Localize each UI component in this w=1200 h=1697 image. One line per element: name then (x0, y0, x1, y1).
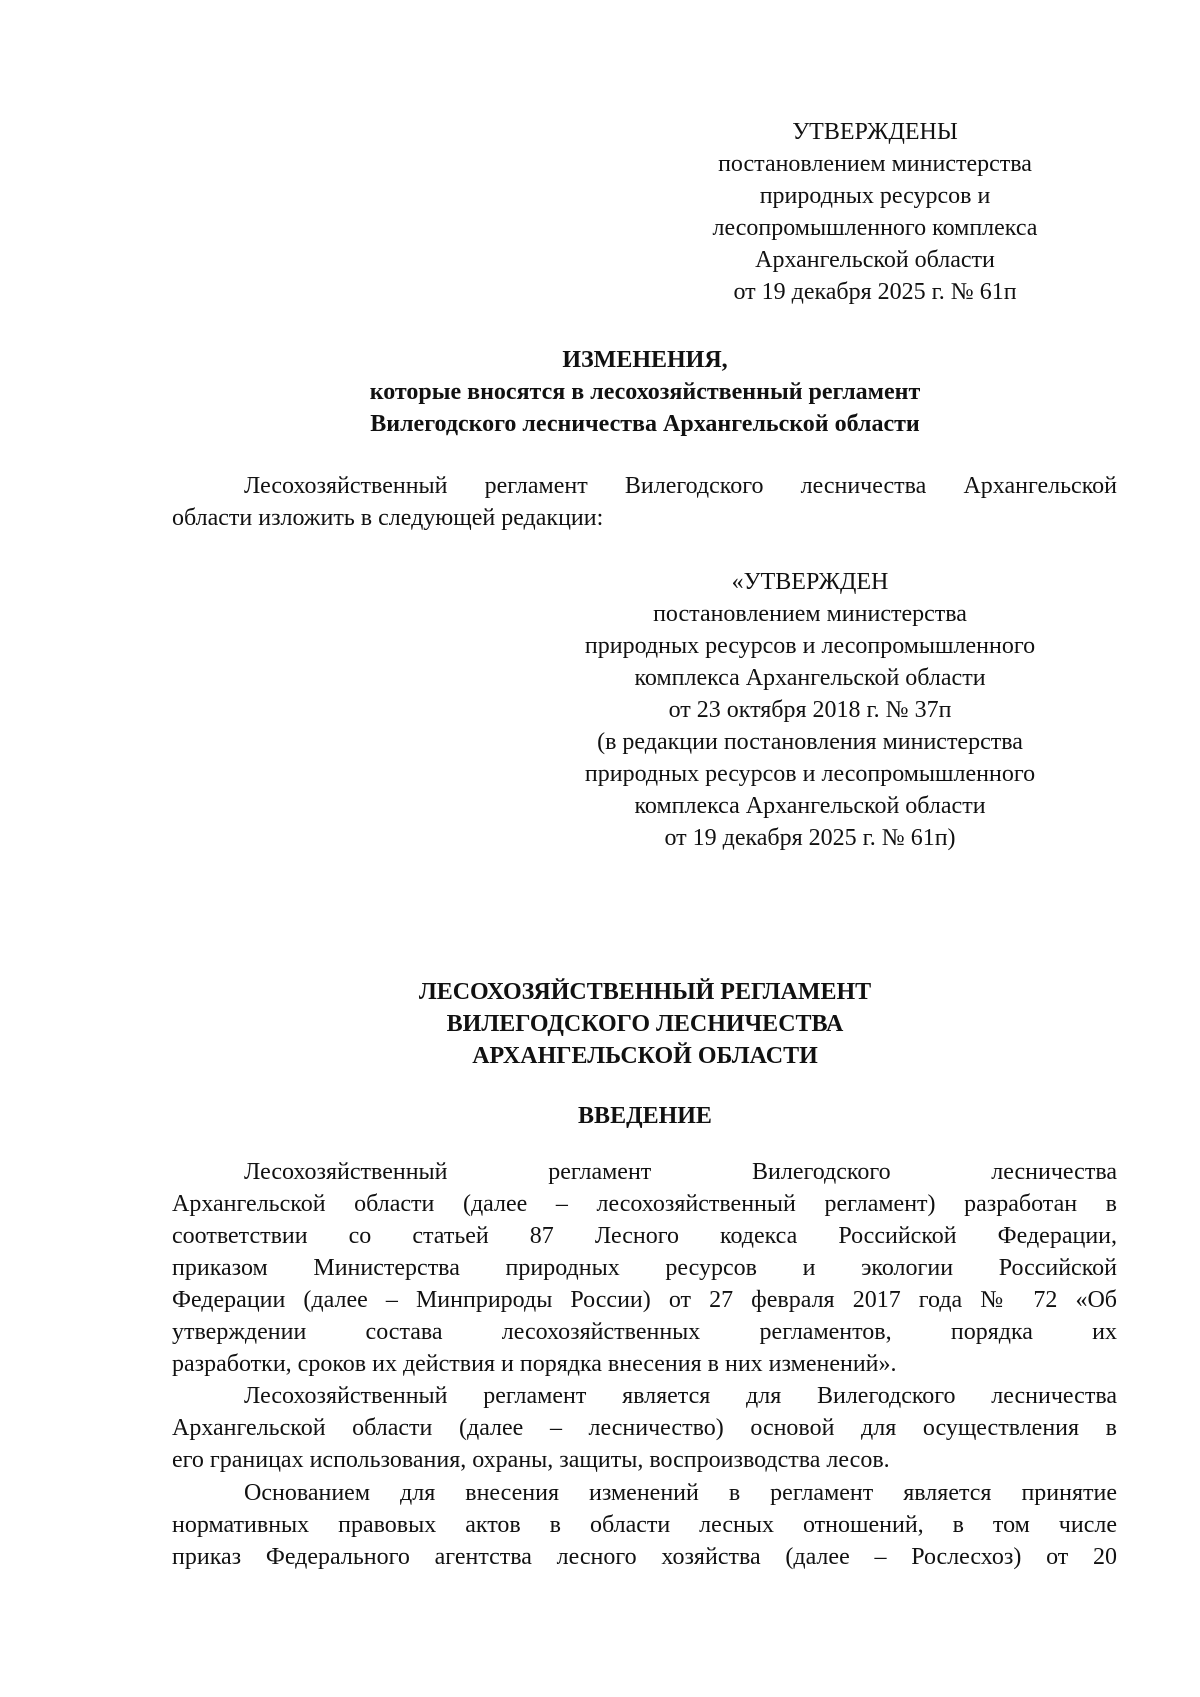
title-line: которые вносятся в лесохозяйственный регламент (369, 379, 921, 405)
paragraph-line: разработки, сроков их действия и порядка внесения в них изменений». (172, 1351, 897, 1377)
paragraph-line: Архангельской области (далее – лесничество) основой для осуществления в (172, 1415, 1117, 1441)
approval-stamp-inner (530, 566, 1090, 854)
approval-line: УТВЕРЖДЕНЫ (792, 119, 958, 145)
approval-line: постановлением министерства (718, 151, 1032, 177)
approval-stamp-top (630, 116, 1120, 308)
approval-line: лесопромышленного комплекса (712, 215, 1038, 241)
paragraph-line: нормативных правовых актов в области лесных отношений, в том числе (172, 1512, 1117, 1538)
approval-line: (в редакции постановления министерства (597, 729, 1023, 755)
title-line: ВИЛЕГОДСКОГО ЛЕСНИЧЕСТВА (446, 1011, 844, 1037)
paragraph-line: утверждении состава лесохозяйственных регламентов, порядка их (172, 1319, 1117, 1345)
approval-line: от 23 октября 2018 г. № 37п (668, 697, 952, 723)
approval-line: комплекса Архангельской области (634, 793, 986, 819)
paragraph-line: приказом Министерства природных ресурсов и экологии Российской (172, 1255, 1117, 1281)
approval-line: постановлением министерства (653, 601, 967, 627)
changes-title (170, 344, 1120, 440)
approval-line: комплекса Архангельской области (634, 665, 986, 691)
approval-line: природных ресурсов и (759, 183, 991, 209)
intro-heading (170, 1100, 1120, 1132)
paragraph-3 (172, 1477, 1117, 1573)
intro-paragraph (172, 470, 1117, 534)
paragraph-line: Архангельской области (далее – лесохозяйственный регламент) разработан в (172, 1191, 1117, 1217)
approval-line: «УТВЕРЖДЕН (731, 569, 889, 595)
paragraph-line: приказ Федерального агентства лесного хозяйства (далее – Рослесхоз) от 20 (172, 1544, 1117, 1570)
section-heading: ВВЕДЕНИЕ (578, 1103, 712, 1129)
approval-line: природных ресурсов и лесопромышленного (584, 761, 1036, 787)
title-line: ЛЕСОХОЗЯЙСТВЕННЫЙ РЕГЛАМЕНТ (418, 979, 872, 1005)
paragraph-1 (172, 1156, 1117, 1380)
title-line: Вилегодского лесничества Архангельской области (370, 411, 920, 437)
title-line: ИЗМЕНЕНИЯ, (562, 347, 728, 373)
title-line: АРХАНГЕЛЬСКОЙ ОБЛАСТИ (472, 1043, 818, 1069)
paragraph-line: Федерации (далее – Минприроды России) от 27 февраля 2017 года № 72 «Об (172, 1287, 1117, 1313)
approval-line: природных ресурсов и лесопромышленного (584, 633, 1036, 659)
paragraph-2 (172, 1380, 1117, 1476)
paragraph-line: Лесохозяйственный регламент Вилегодского лесничества (244, 1159, 1117, 1185)
approval-line: Архангельской области (755, 247, 995, 273)
paragraph-line: области изложить в следующей редакции: (172, 505, 604, 531)
paragraph-line: его границах использования, охраны, защиты, воспроизводства лесов. (172, 1447, 890, 1473)
approval-line: от 19 декабря 2025 г. № 61п) (664, 825, 956, 851)
paragraph-line: Основанием для внесения изменений в регламент является принятие (244, 1480, 1117, 1506)
approval-line: от 19 декабря 2025 г. № 61п (733, 279, 1017, 305)
paragraph-line: соответствии со статьей 87 Лесного кодекса Российской Федерации, (172, 1223, 1117, 1249)
reglament-title (170, 976, 1120, 1072)
paragraph-line: Лесохозяйственный регламент Вилегодского лесничества Архангельской (244, 473, 1117, 499)
paragraph-line: Лесохозяйственный регламент является для Вилегодского лесничества (244, 1383, 1117, 1409)
